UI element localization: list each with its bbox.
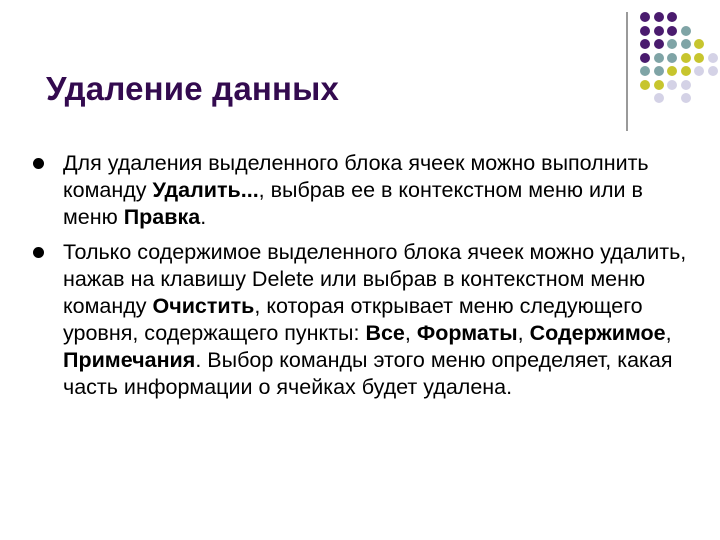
slide-title: Удаление данных [46,70,340,107]
bullet-text-run: . [200,205,207,229]
decorative-dot [708,53,718,63]
bullet-text [63,239,690,401]
bullet-text-run: , [404,321,417,345]
decorative-dot [667,12,677,22]
decorative-dot [654,53,664,63]
bullet-text-bold: Примечания [63,348,196,372]
decorative-dot [681,39,691,49]
decorative-dot [708,66,718,76]
decorative-dot [694,53,704,63]
decorative-dot [640,53,650,63]
bullet-item [30,150,690,231]
decorative-dot [667,66,677,76]
decorative-dot [667,26,677,36]
bullet-text [63,150,690,231]
decorative-dot [681,80,691,90]
decorative-dot [667,80,677,90]
decorative-divider [626,12,628,131]
decorative-dot [654,39,664,49]
bullet-text-run: , [665,321,672,345]
decorative-dot [694,39,704,49]
decorative-dot [654,93,664,103]
bullet-dot-icon [33,247,44,258]
decorative-dot [640,39,650,49]
decorative-dot [640,66,650,76]
bullet-text-bold: Форматы [416,321,518,345]
decorative-dot [667,53,677,63]
decorative-dot [654,80,664,90]
bullet-text-run: , [517,321,530,345]
bullet-dot-icon [33,158,44,169]
decorative-dot [681,93,691,103]
decorative-dot [681,66,691,76]
decorative-dot [681,53,691,63]
decorative-dot [694,66,704,76]
bullet-item [30,239,690,401]
decorative-dot [654,26,664,36]
decorative-dot-grid [640,12,720,122]
bullet-text-run: . Выбор команды этого меню определяет, какая часть информации о ячейках будет удалена. [63,348,673,399]
bullet-text-bold: Содержимое [529,321,666,345]
bullet-text-run: Только содержимое выделенного блока ячеек можно удалить, нажав на клавишу Delete или выбрав в контекстном меню команду [63,240,687,318]
decorative-dot [640,80,650,90]
bullet-text-run: , которая открывает меню следующего уровня, содержащего пункты: [63,294,643,345]
bullet-text-run: Для удаления выделенного блока ячеек можно выполнить команду [63,151,649,202]
bullet-text-bold: Удалить... [152,178,259,202]
bullet-text-bold: Все [365,321,405,345]
decorative-dot [640,26,650,36]
decorative-dot [640,12,650,22]
bullet-text-bold: Очистить [152,294,255,318]
decorative-dot [667,39,677,49]
decorative-dot [681,26,691,36]
decorative-dot [654,12,664,22]
bullet-text-bold: Правка [123,205,201,229]
decorative-dot [654,66,664,76]
bullet-list [30,150,690,409]
bullet-text-run: , выбрав ее в контекстном меню или в меню [63,178,643,229]
